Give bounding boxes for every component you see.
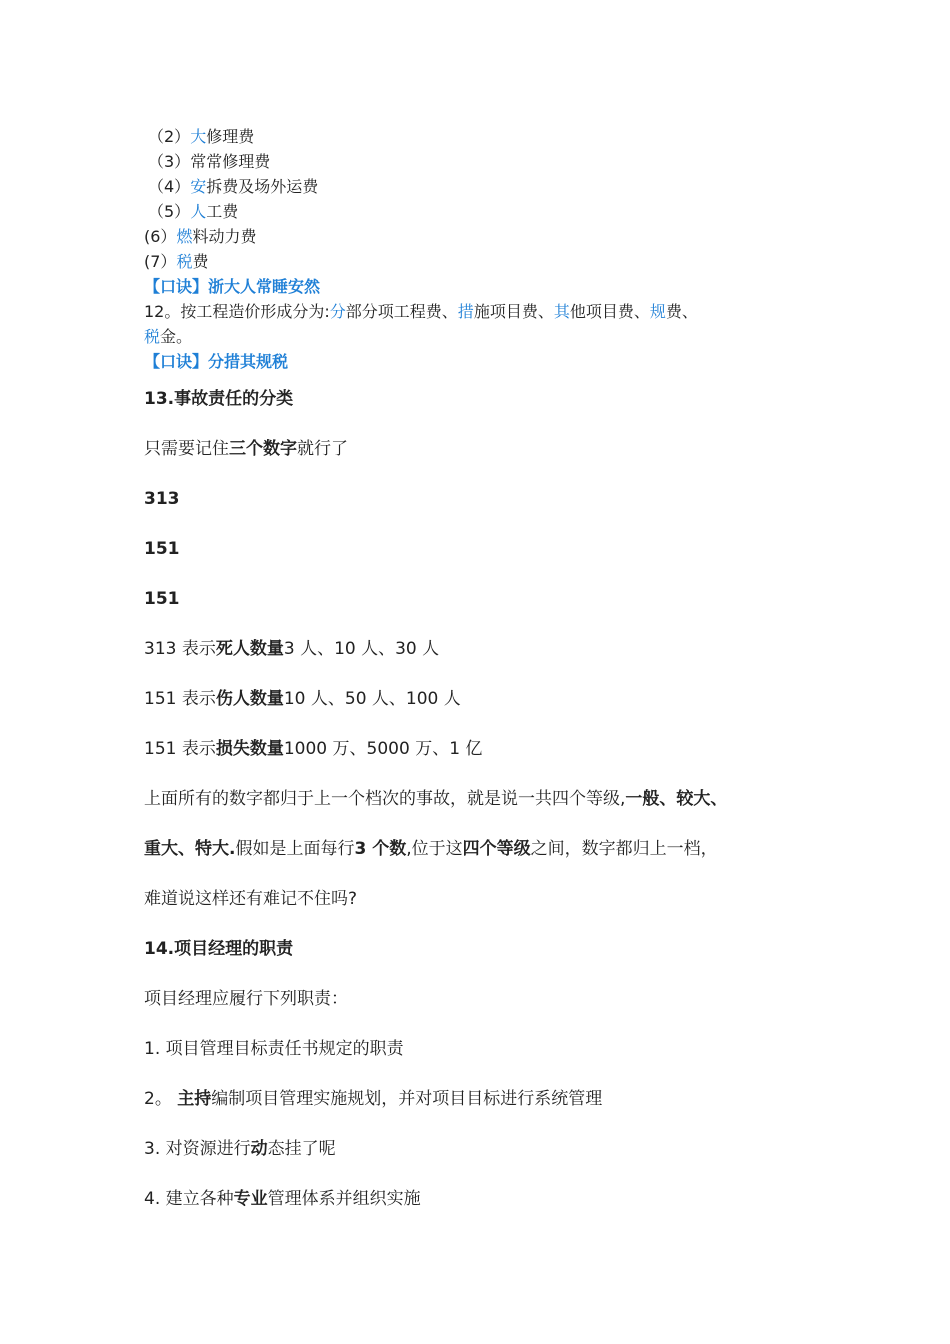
injury-count-row: 151 表示伤人数量10 人、50 人、100 人 bbox=[144, 689, 461, 709]
number-151: 151 bbox=[144, 539, 180, 559]
list-item: （4）安拆费及场外运费 bbox=[148, 177, 319, 196]
item-12-line2: 税金。 bbox=[144, 327, 193, 346]
list-item: （2）大修理费 bbox=[148, 127, 255, 146]
duty-item-2: 2。 主持编制项目管理实施规划，并对项目目标进行系统管理 bbox=[144, 1089, 603, 1109]
section-13-title: 13.事故责任的分类 bbox=[144, 389, 294, 409]
duty-item-1: 1. 项目管理目标责任书规定的职责 bbox=[144, 1039, 404, 1059]
levels-paragraph-line1: 上面所有的数字都归于上一个档次的事故，就是说一共四个等级,一般、较大、 bbox=[144, 789, 728, 809]
levels-paragraph-line3: 难道说这样还有难记不住吗? bbox=[144, 889, 358, 909]
section-13-intro: 只需要记住三个数字就行了 bbox=[144, 439, 348, 459]
duty-item-4: 4. 建立各种专业管理体系并组织实施 bbox=[144, 1189, 421, 1209]
levels-paragraph-line2: 重大、特大.假如是上面每行3 个数,位于这四个等级之间，数字都归上一档， bbox=[144, 839, 718, 859]
list-item: (6）燃料动力费 bbox=[144, 227, 257, 246]
list-item: （3）常常修理费 bbox=[148, 152, 271, 171]
section-14-intro: 项目经理应履行下列职责： bbox=[144, 989, 348, 1009]
mnemonic-2: 【口诀】分措其规税 bbox=[144, 352, 289, 371]
number-313: 313 bbox=[144, 489, 180, 509]
death-count-row: 313 表示死人数量3 人、10 人、30 人 bbox=[144, 639, 440, 659]
item-12-line1: 12。按工程造价形成分为:分部分项工程费、措施项目费、其他项目费、规费、 bbox=[144, 302, 698, 321]
duty-item-3: 3. 对资源进行动态挂了呢 bbox=[144, 1139, 336, 1159]
list-item: (7）税费 bbox=[144, 252, 209, 271]
list-item: （5）人工费 bbox=[148, 202, 239, 221]
loss-amount-row: 151 表示损失数量1000 万、5000 万、1 亿 bbox=[144, 739, 483, 759]
mnemonic-1: 【口诀】浙大人常睡安然 bbox=[144, 277, 321, 296]
section-14-title: 14.项目经理的职责 bbox=[144, 939, 294, 959]
number-151-second: 151 bbox=[144, 589, 180, 609]
